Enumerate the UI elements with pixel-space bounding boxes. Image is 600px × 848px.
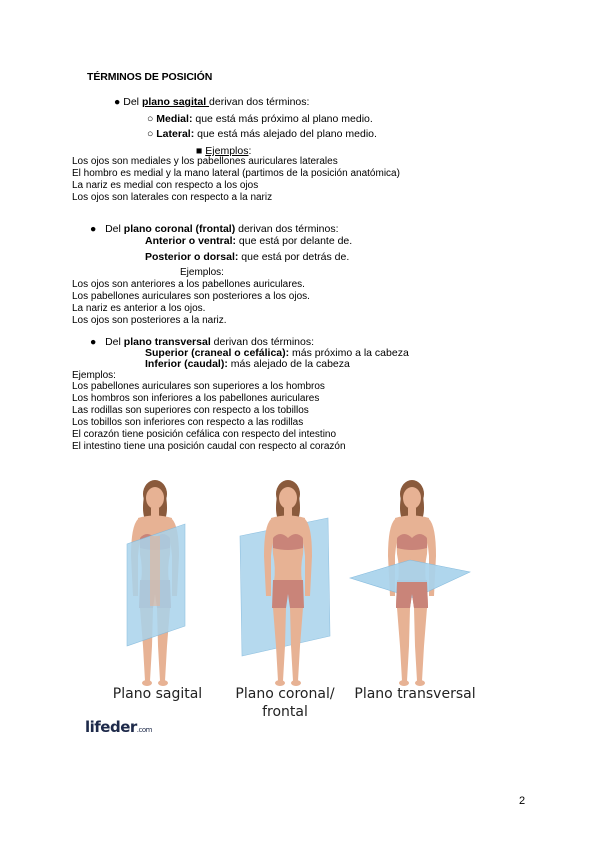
caption-transversal: Plano transversal — [354, 686, 476, 702]
caption-coronal: Plano coronal/ — [235, 686, 335, 702]
anatomical-planes-illustration — [100, 478, 490, 693]
transversal-example-2: Los hombros son inferiores a los pabellones auriculares — [72, 393, 320, 404]
sagital-example-1: Los ojos son mediales y los pabellones auriculares laterales — [72, 156, 338, 167]
bullet-dot-icon: ● — [90, 336, 106, 348]
sagital-bullet-post: derivan dos términos: — [209, 96, 310, 108]
sagital-example-4: Los ojos son laterales con respecto a la nariz — [72, 192, 273, 203]
transversal-example-1: Los pabellones auriculares son superiores a los hombros — [72, 381, 325, 392]
square-bullet-icon: ■ — [196, 145, 206, 157]
transversal-example-5: El corazón tiene posición cefálica con respecto del intestino — [72, 429, 337, 440]
superior-term: Superior (craneal o cefálica): — [145, 347, 290, 359]
anterior-term: Anterior o ventral: — [145, 235, 237, 247]
lateral-item — [147, 128, 377, 140]
transversal-bullet-post: derivan dos términos: — [210, 336, 315, 348]
caption-sagital: Plano sagital — [112, 686, 203, 702]
coronal-bullet-post: derivan dos términos: — [235, 223, 339, 235]
sagital-bullet — [114, 96, 309, 108]
sagittal-figure — [127, 480, 185, 686]
posterior-term: Posterior o dorsal: — [145, 251, 239, 263]
coronal-example-3: La nariz es anterior a los ojos. — [72, 303, 206, 314]
transversal-bullet-pre: Del — [105, 336, 124, 348]
circle-bullet-icon: ○ — [147, 128, 157, 140]
inferior-item — [145, 358, 350, 370]
inferior-term: Inferior (caudal): — [145, 358, 228, 370]
sagital-bullet-pre: ● Del — [114, 96, 142, 108]
coronal-figure — [240, 480, 330, 686]
transversal-plane-term: plano transversal — [123, 336, 211, 348]
transversal-example-4: Los tobillos son inferiores con respecto a las rodillas — [72, 417, 304, 428]
coronal-examples-label: Ejemplos: — [180, 267, 224, 278]
anterior-item — [145, 235, 352, 247]
medial-desc: que está más próximo al plano medio. — [192, 113, 373, 125]
sagital-examples-label: ■ Ejemplos: — [196, 145, 252, 157]
logo-suffix: .com — [136, 726, 152, 734]
logo-text: lifeder — [85, 718, 137, 736]
section-heading: TÉRMINOS DE POSICIÓN — [87, 71, 213, 83]
caption-frontal: frontal — [262, 704, 308, 720]
coronal-example-4: Los ojos son posteriores a la nariz. — [72, 315, 227, 326]
coronal-bullet-pre: Del — [105, 223, 124, 235]
transversal-examples-label: Ejemplos: — [72, 370, 116, 381]
lateral-term: Lateral: — [156, 128, 195, 140]
coronal-example-1: Los ojos son anteriores a los pabellones auriculares. — [72, 279, 305, 290]
bullet-dot-icon: ● — [90, 223, 106, 235]
transversal-example-3: Las rodillas son superiores con respecto a los tobillos — [72, 405, 309, 416]
coronal-example-2: Los pabellones auriculares son posteriores a los ojos. — [72, 291, 310, 302]
sagital-example-2: El hombro es medial y la mano lateral (partimos de la posición anatómica) — [72, 168, 400, 179]
superior-desc: más próximo a la cabeza — [289, 347, 409, 359]
page-number: 2 — [519, 795, 526, 807]
lifeder-logo — [85, 718, 152, 736]
posterior-item — [145, 251, 349, 263]
lateral-desc: que está más alejado del plano medio. — [194, 128, 377, 140]
transversal-example-6: El intestino tiene una posición caudal con respecto al corazón — [72, 441, 346, 452]
circle-bullet-icon: ○ — [147, 113, 157, 125]
transverse-figure — [350, 480, 470, 686]
anterior-desc: que está por delante de. — [236, 235, 353, 247]
sagital-example-3: La nariz es medial con respecto a los ojos — [72, 180, 259, 191]
examples-label-text: Ejemplos — [205, 145, 249, 157]
medial-term: Medial: — [156, 113, 193, 125]
inferior-desc: más alejado de la cabeza — [227, 358, 350, 370]
coronal-plane-term: plano coronal (frontal) — [123, 223, 236, 235]
coronal-bullet — [90, 223, 339, 235]
medial-item — [147, 113, 373, 125]
sagital-plane-term: plano sagital — [141, 96, 210, 108]
posterior-desc: que está por detrás de. — [238, 251, 350, 263]
